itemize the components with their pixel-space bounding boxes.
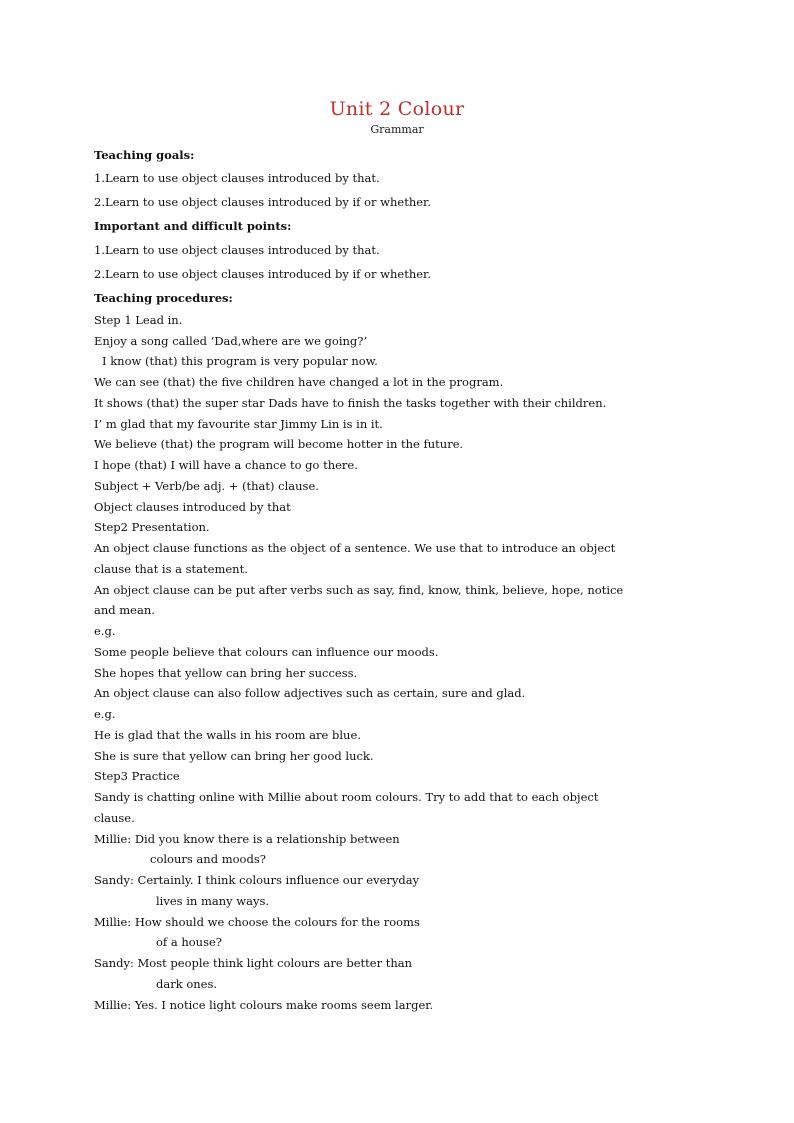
text-line: I hope (that) I will have a chance to go there.	[94, 458, 358, 472]
text-line: Object clauses introduced by that	[94, 499, 291, 514]
section-heading: Teaching procedures:	[94, 290, 233, 305]
text-line: 1.Learn to use object clauses introduced by that.	[94, 170, 380, 185]
text-line: Step3 Practice	[94, 769, 180, 784]
dialogue-continuation: lives in many ways.	[156, 893, 270, 908]
text-line: Subject + Verb/be adj. + (that) clause.	[94, 478, 319, 493]
text-line: An object clause can be put after verbs such as say, find, know, think, believe, hope, notice	[94, 582, 624, 597]
text-line: 2.Learn to use object clauses introduced by if or whether.	[94, 266, 431, 281]
text-line: An object clause functions as the object of a sentence. We use that to introduce an object	[94, 541, 616, 555]
document-body	[94, 145, 706, 1015]
text-line: clause that is a statement.	[94, 561, 248, 576]
text-line: e.g.	[94, 707, 116, 721]
text-line: I know (that) this program is very popular now.	[102, 354, 378, 369]
text-line: Step2 Presentation.	[94, 520, 210, 535]
text-line: and mean.	[94, 603, 155, 618]
text-line: Enjoy a song called ‘Dad,where are we going?’	[94, 333, 368, 348]
section-heading: Teaching goals:	[94, 148, 195, 162]
text-line: Some people believe that colours can influence our moods.	[94, 644, 439, 659]
text-line: 2.Learn to use object clauses introduced by if or whether.	[94, 194, 431, 209]
document-title: Unit 2 Colour	[329, 98, 465, 120]
text-line: We believe (that) the program will become hotter in the future.	[94, 437, 464, 452]
text-line: e.g.	[94, 624, 116, 638]
text-line: She hopes that yellow can bring her success.	[94, 665, 358, 680]
dialogue-continuation: of a house?	[156, 935, 222, 950]
dialogue-continuation: colours and moods?	[150, 852, 266, 867]
text-line: He is glad that the walls in his room are blue.	[94, 727, 361, 742]
dialogue-line: Millie: Yes. I notice light colours make rooms seem larger.	[94, 997, 434, 1012]
text-line: I’ m glad that my favourite star Jimmy Lin is in it.	[94, 416, 383, 431]
document-subtitle: Grammar	[370, 123, 424, 136]
dialogue-line: Sandy: Most people think light colours are better than	[94, 956, 413, 970]
text-line: Step 1 Lead in.	[94, 312, 183, 327]
text-line: It shows (that) the super star Dads have to finish the tasks together with their children.	[94, 395, 607, 410]
text-line: Sandy is chatting online with Millie about room colours. Try to add that to each object	[94, 790, 599, 804]
text-line: clause.	[94, 810, 135, 825]
section-heading: Important and difficult points:	[94, 218, 292, 233]
text-line: An object clause can also follow adjectives such as certain, sure and glad.	[94, 686, 526, 701]
dialogue-line: Millie: How should we choose the colours for the rooms	[94, 914, 420, 929]
text-line: We can see (that) the five children have changed a lot in the program.	[94, 375, 504, 389]
text-line: She is sure that yellow can bring her good luck.	[94, 748, 374, 763]
text-line: 1.Learn to use object clauses introduced by that.	[94, 242, 380, 257]
dialogue-continuation: dark ones.	[156, 976, 218, 991]
dialogue-line: Millie: Did you know there is a relationship between	[94, 831, 400, 846]
dialogue-line: Sandy: Certainly. I think colours influence our everyday	[94, 873, 420, 887]
